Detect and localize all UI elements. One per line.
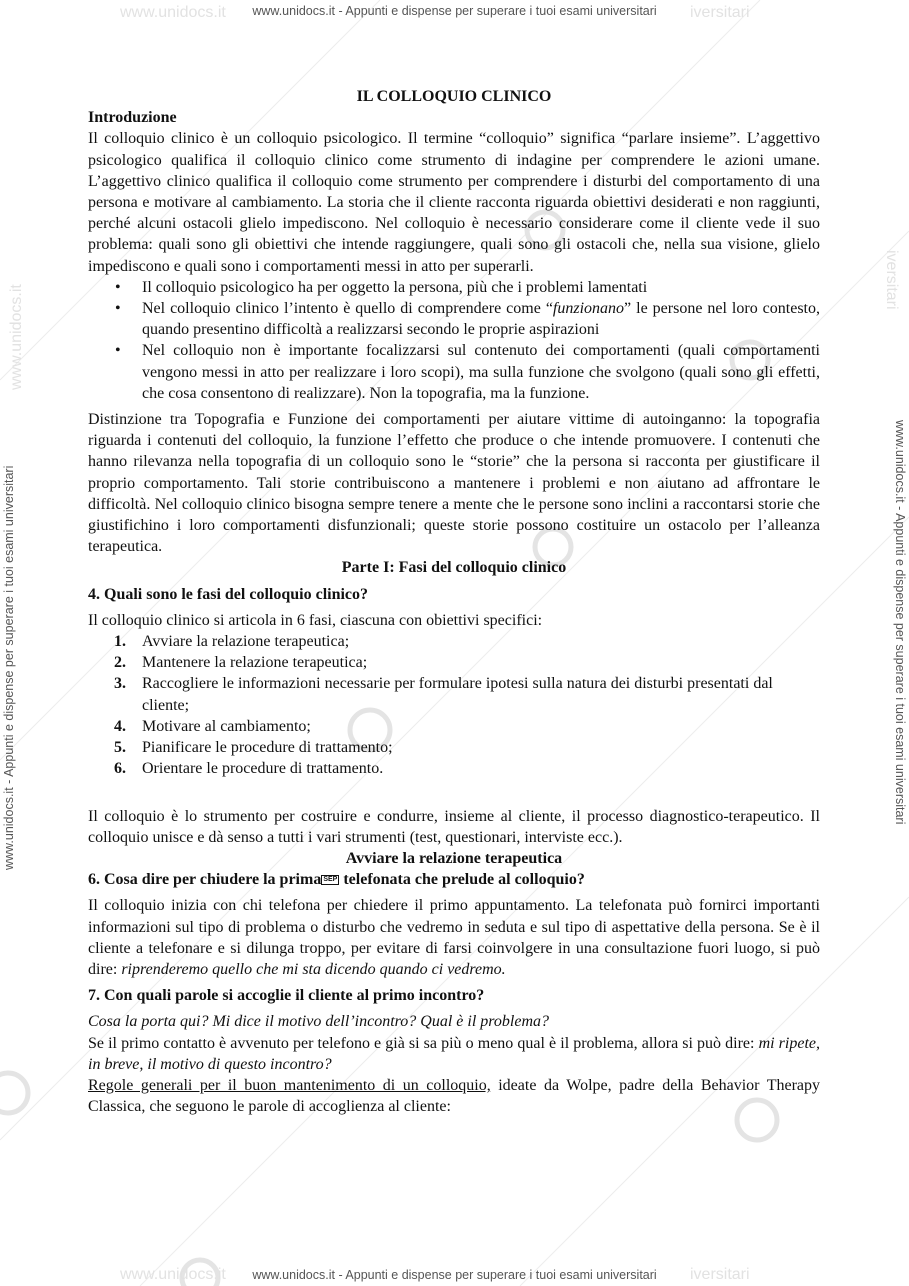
phase-item: 1. Avviare la relazione terapeutica; [114,633,350,651]
watermark-ghost-side-right: iversitari [883,250,900,310]
question-7: 7. Con quali parole si accoglie il cliente al primo incontro? [88,987,485,1005]
question-6: 6. Cosa dire per chiudere la prima SEP telefonata che prelude al colloquio? [88,871,585,889]
phase-item: 3. Raccogliere le informazioni necessarie per formulare ipotesi sulla natura dei disturbi presentati dal cliente; [114,675,773,714]
phases-list [88,631,820,779]
watermark-bottom: www.unidocs.it - Appunti e dispense per superare i tuoi esami universitari [252,1268,657,1282]
intro-heading: Introduzione [88,109,177,127]
question-4: 4. Quali sono le fasi del colloquio clinico? [88,585,369,603]
watermark-right: www.unidocs.it - Appunti e dispense per superare i tuoi esami universitari [893,420,907,825]
document-title: IL COLLOQUIO CLINICO [356,88,552,105]
bullet-item [142,340,820,404]
intro-bullet-list [88,277,820,404]
phases-intro: Il colloquio clinico si articola in 6 fasi, ciascuna con obiettivi specifici: [88,611,543,629]
phase-item: 5. Pianificare le procedure di trattamento; [114,739,393,757]
watermark-ghost-bottom-right: iversitari [690,1266,750,1283]
phases-summary: Il colloquio è lo strumento per costruire e condurre, insieme al cliente, il processo diagnostico-terapeutico. Il colloquio unisce e dà senso a tutti i vari strumenti (test, questionari, interviste ecc.). [88,807,820,846]
section2-heading: Avviare la relazione terapeutica [345,849,563,867]
phase-item: 6. Orientare le procedure di trattamento. [114,760,384,778]
bullet-text-pre: Nel colloquio clinico l’intento è quello di comprendere come “ [142,300,553,318]
question-7-example: Cosa la porta qui? Mi dice il motivo dell’incontro? Qual è il problema? [88,1013,549,1031]
part1-heading: Parte I: Fasi del colloquio clinico [341,559,567,577]
watermark-ghost-right: iversitari [690,4,750,21]
watermark-ghost-side-left: www.unidocs.it [8,284,25,390]
sep-glyph: SEP [323,876,338,884]
bullet-text: Il colloquio psicologico ha per oggetto la persona, più che i problemi lamentati [142,278,648,296]
watermark-ghost-left: www.unidocs.it [120,4,226,21]
intro-paragraph: Il colloquio clinico è un colloquio psicologico. Il termine “colloquio” significa “parlare insieme”. L’aggettivo psicologico qualifica il colloquio clinico come strumento di indagine per comprendere le azioni umane. L’aggettivo clinico qualifica il colloquio come strumento per comprendere i disturbi del comportamento di una persona e motivare al cambiamento. La storia che il cliente racconta riguarda obiettivi desiderati e non raggiunti, perché alcuni ostacoli glielo impediscono. Nel colloquio è necessario considerare come il cliente vede il suo problema: quali sono gli obiettivi che intende raggiungere, quali sono gli ostacoli che, nella sua visione, glielo impediscono e quali sono i comportamenti messi in atto per superarli. [88,130,820,275]
watermark-top: www.unidocs.it - Appunti e dispense per superare i tuoi esami universitari [252,4,657,18]
bullet-text-post: ” le persone nel loro contesto, quando presentino difficoltà a realizzarsi secondo le proprie aspirazioni [142,300,820,339]
topography-paragraph: Distinzione tra Topografia e Funzione dei comportamenti per aiutare vittime di autoinganno: la topografia riguarda i contenuti del colloquio, la funzione l’effetto che produce o che intende promuovere. I contenuti che hanno rilevanza nella topografia di un colloquio sono le “storie” che la persona si racconta per giustificare il proprio comportamento. Tali storie contribuiscono a mantenere i problemi e non aiutano ad affrontare le difficoltà. Nel colloquio clinico bisogna sempre tenere a mente che le persone sono inclini a raccontarsi storie che giustifichino i loro comportamenti disfunzionali; queste storie possono costituire un ostacolo per l’alleanza terapeutica. [88,411,820,556]
watermark-left: www.unidocs.it - Appunti e dispense per superare i tuoi esami universitari [2,465,16,870]
document-body [88,86,820,1117]
bullet-item [142,277,820,298]
bullet-text: Nel colloquio non è importante focalizzarsi sul contenuto dei comportamenti (quali comportamenti vengono messi in atto per realizzare i loro scopi), ma sulla funzione che svolgono (quali sono gli effetti, che cosa consentono di realizzare). Non la topografia, ma la funzione. [142,342,820,402]
question-7-answer: Se il primo contatto è avvenuto per telefono e già si sa più o meno qual è il problema, allora si può dire: mi ripete, in breve, il motivo di questo incontro? [88,1034,820,1073]
bullet-item [142,298,820,340]
question-6-answer: Il colloquio inizia con chi telefona per chiedere il primo appuntamento. La telefonata può fornirci importanti informazioni sul tipo di problema o disturbo che vedremo in seduta e sul tipo di aspettative della persona. Se è il cliente a telefonare e si dilunga troppo, per evitare di farsi coinvolgere in una consultazione fuori luogo, si può dire: riprenderemo quello che mi sta dicendo quando ci vedremo. [88,897,820,978]
bullet-text-emphasis: funzionano [552,300,625,318]
phase-item: 2. Mantenere la relazione terapeutica; [114,654,368,672]
phase-item: 4. Motivare al cambiamento; [114,717,311,735]
wolpe-rules-paragraph: Regole generali per il buon mantenimento di un colloquio, ideate da Wolpe, padre della Behavior Therapy Classica, che seguono le parole di accoglienza al cliente: [88,1076,820,1116]
watermark-ghost-bottom-left: www.unidocs.it [120,1266,226,1283]
